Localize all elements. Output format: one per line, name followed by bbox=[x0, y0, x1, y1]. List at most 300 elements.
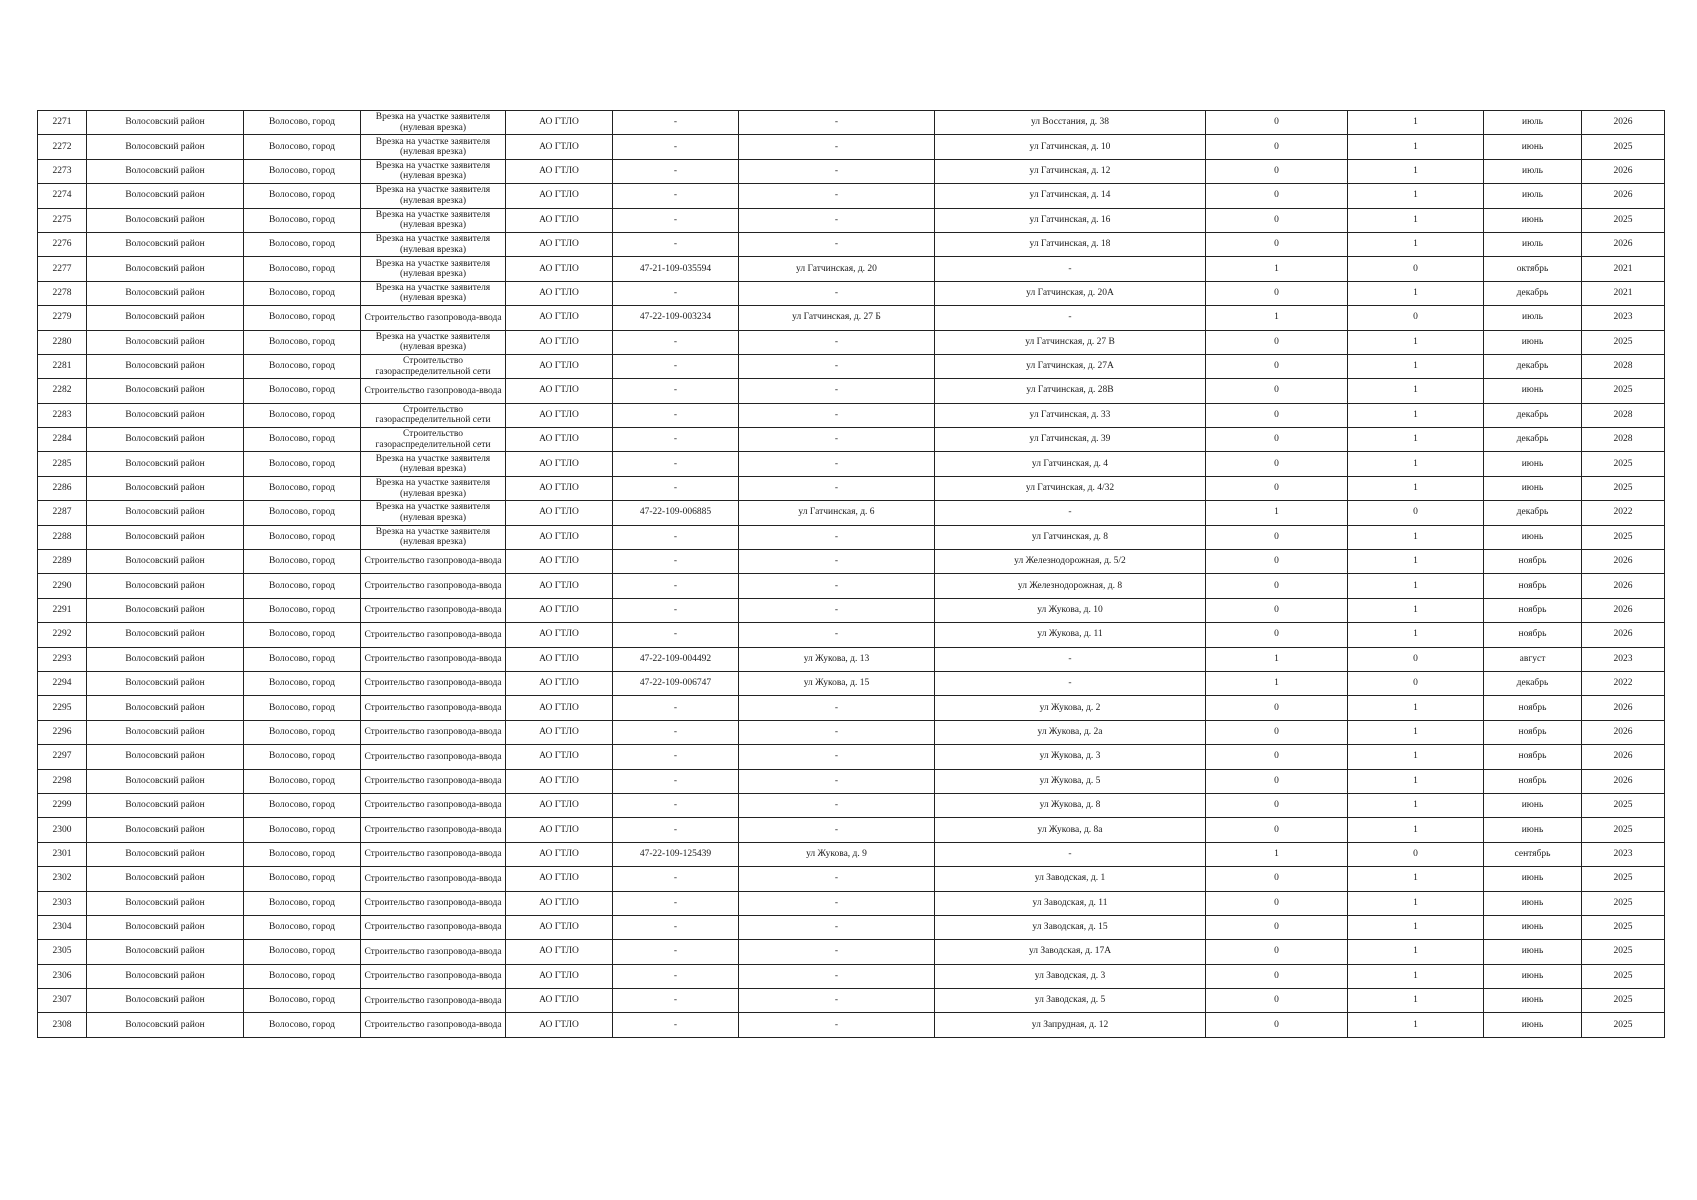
cell-month: июнь bbox=[1484, 964, 1582, 988]
cell-row-number: 2301 bbox=[38, 842, 87, 866]
cell-organization: АО ГТЛО bbox=[506, 135, 613, 159]
cell-year: 2021 bbox=[1582, 281, 1665, 305]
cell-work-type: Строительство газопровода-ввода bbox=[361, 964, 506, 988]
cell-month: ноябрь bbox=[1484, 574, 1582, 598]
cell-month: декабрь bbox=[1484, 671, 1582, 695]
cell-district: Волосовский район bbox=[87, 379, 244, 403]
cell-work-type: Строительство газораспределительной сети bbox=[361, 403, 506, 427]
cell-district: Волосовский район bbox=[87, 476, 244, 500]
cell-count-connected: 0 bbox=[1206, 208, 1348, 232]
cell-district: Волосовский район bbox=[87, 769, 244, 793]
cell-year: 2026 bbox=[1582, 623, 1665, 647]
cell-count-connected: 0 bbox=[1206, 574, 1348, 598]
cell-application-number: - bbox=[613, 940, 739, 964]
cell-work-type: Строительство газопровода-ввода bbox=[361, 379, 506, 403]
cell-address-connected: - bbox=[739, 111, 935, 135]
cell-work-type: Строительство газопровода-ввода bbox=[361, 867, 506, 891]
cell-address-planned: ул Железнодорожная, д. 8 bbox=[935, 574, 1206, 598]
cell-address-planned: ул Жукова, д. 2а bbox=[935, 720, 1206, 744]
cell-organization: АО ГТЛО bbox=[506, 111, 613, 135]
cell-count-connected: 0 bbox=[1206, 745, 1348, 769]
cell-organization: АО ГТЛО bbox=[506, 379, 613, 403]
cell-count-connected: 0 bbox=[1206, 476, 1348, 500]
cell-organization: АО ГТЛО bbox=[506, 647, 613, 671]
cell-year: 2023 bbox=[1582, 647, 1665, 671]
cell-month: июнь bbox=[1484, 208, 1582, 232]
cell-count-connected: 0 bbox=[1206, 428, 1348, 452]
cell-row-number: 2278 bbox=[38, 281, 87, 305]
cell-settlement: Волосово, город bbox=[244, 915, 361, 939]
cell-work-type: Строительство газопровода-ввода bbox=[361, 720, 506, 744]
cell-row-number: 2298 bbox=[38, 769, 87, 793]
cell-year: 2026 bbox=[1582, 184, 1665, 208]
cell-settlement: Волосово, город bbox=[244, 623, 361, 647]
cell-count-connected: 0 bbox=[1206, 354, 1348, 378]
cell-work-type: Врезка на участке заявителя (нулевая врезка) bbox=[361, 184, 506, 208]
cell-settlement: Волосово, город bbox=[244, 379, 361, 403]
cell-address-planned: ул Гатчинская, д. 4/32 bbox=[935, 476, 1206, 500]
cell-settlement: Волосово, город bbox=[244, 671, 361, 695]
cell-settlement: Волосово, город bbox=[244, 208, 361, 232]
cell-count-connected: 0 bbox=[1206, 964, 1348, 988]
cell-year: 2026 bbox=[1582, 598, 1665, 622]
table-row bbox=[38, 891, 1665, 915]
cell-count-planned: 1 bbox=[1348, 159, 1484, 183]
cell-year: 2025 bbox=[1582, 818, 1665, 842]
cell-organization: АО ГТЛО bbox=[506, 550, 613, 574]
cell-address-planned: - bbox=[935, 647, 1206, 671]
cell-row-number: 2286 bbox=[38, 476, 87, 500]
cell-address-planned: ул Гатчинская, д. 28В bbox=[935, 379, 1206, 403]
cell-count-connected: 0 bbox=[1206, 1013, 1348, 1037]
cell-row-number: 2281 bbox=[38, 354, 87, 378]
cell-work-type: Строительство газопровода-ввода bbox=[361, 769, 506, 793]
cell-count-planned: 1 bbox=[1348, 232, 1484, 256]
table-row bbox=[38, 964, 1665, 988]
cell-month: июнь bbox=[1484, 891, 1582, 915]
table-row bbox=[38, 671, 1665, 695]
cell-settlement: Волосово, город bbox=[244, 720, 361, 744]
cell-organization: АО ГТЛО bbox=[506, 501, 613, 525]
cell-row-number: 2273 bbox=[38, 159, 87, 183]
cell-count-planned: 1 bbox=[1348, 891, 1484, 915]
cell-application-number: 47-22-109-004492 bbox=[613, 647, 739, 671]
cell-month: июнь bbox=[1484, 135, 1582, 159]
cell-work-type: Врезка на участке заявителя (нулевая врезка) bbox=[361, 501, 506, 525]
cell-year: 2025 bbox=[1582, 915, 1665, 939]
cell-month: июнь bbox=[1484, 989, 1582, 1013]
cell-address-planned: - bbox=[935, 306, 1206, 330]
cell-address-connected: - bbox=[739, 818, 935, 842]
table-row bbox=[38, 696, 1665, 720]
cell-organization: АО ГТЛО bbox=[506, 793, 613, 817]
cell-row-number: 2280 bbox=[38, 330, 87, 354]
table-row bbox=[38, 111, 1665, 135]
cell-address-connected: - bbox=[739, 525, 935, 549]
cell-address-planned: ул Заводская, д. 15 bbox=[935, 915, 1206, 939]
cell-district: Волосовский район bbox=[87, 574, 244, 598]
cell-district: Волосовский район bbox=[87, 964, 244, 988]
cell-count-planned: 1 bbox=[1348, 452, 1484, 476]
cell-application-number: - bbox=[613, 232, 739, 256]
cell-organization: АО ГТЛО bbox=[506, 184, 613, 208]
cell-count-planned: 1 bbox=[1348, 696, 1484, 720]
table-row bbox=[38, 623, 1665, 647]
cell-address-connected: - bbox=[739, 793, 935, 817]
cell-count-planned: 0 bbox=[1348, 647, 1484, 671]
cell-address-planned: - bbox=[935, 842, 1206, 866]
cell-application-number: - bbox=[613, 989, 739, 1013]
cell-count-planned: 1 bbox=[1348, 428, 1484, 452]
cell-address-connected: - bbox=[739, 623, 935, 647]
cell-count-planned: 1 bbox=[1348, 184, 1484, 208]
cell-row-number: 2271 bbox=[38, 111, 87, 135]
cell-row-number: 2284 bbox=[38, 428, 87, 452]
cell-address-connected: - bbox=[739, 232, 935, 256]
cell-address-connected: - bbox=[739, 476, 935, 500]
cell-settlement: Волосово, город bbox=[244, 769, 361, 793]
cell-settlement: Волосово, город bbox=[244, 452, 361, 476]
cell-address-planned: ул Гатчинская, д. 20А bbox=[935, 281, 1206, 305]
cell-address-planned: - bbox=[935, 501, 1206, 525]
cell-district: Волосовский район bbox=[87, 940, 244, 964]
cell-application-number: - bbox=[613, 208, 739, 232]
cell-district: Волосовский район bbox=[87, 696, 244, 720]
table-row bbox=[38, 574, 1665, 598]
table-row bbox=[38, 452, 1665, 476]
cell-address-connected: - bbox=[739, 403, 935, 427]
cell-row-number: 2277 bbox=[38, 257, 87, 281]
cell-work-type: Строительство газопровода-ввода bbox=[361, 745, 506, 769]
cell-count-planned: 1 bbox=[1348, 867, 1484, 891]
cell-address-planned: ул Заводская, д. 5 bbox=[935, 989, 1206, 1013]
cell-settlement: Волосово, город bbox=[244, 403, 361, 427]
cell-district: Волосовский район bbox=[87, 989, 244, 1013]
cell-district: Волосовский район bbox=[87, 842, 244, 866]
cell-district: Волосовский район bbox=[87, 671, 244, 695]
cell-address-connected: ул Гатчинская, д. 20 bbox=[739, 257, 935, 281]
cell-address-planned: ул Заводская, д. 1 bbox=[935, 867, 1206, 891]
cell-count-planned: 1 bbox=[1348, 989, 1484, 1013]
cell-district: Волосовский район bbox=[87, 915, 244, 939]
cell-count-planned: 1 bbox=[1348, 793, 1484, 817]
cell-address-planned: - bbox=[935, 257, 1206, 281]
cell-settlement: Волосово, город bbox=[244, 574, 361, 598]
cell-district: Волосовский район bbox=[87, 184, 244, 208]
cell-row-number: 2295 bbox=[38, 696, 87, 720]
cell-address-planned: ул Гатчинская, д. 10 bbox=[935, 135, 1206, 159]
cell-address-planned: ул Жукова, д. 10 bbox=[935, 598, 1206, 622]
cell-year: 2026 bbox=[1582, 159, 1665, 183]
cell-organization: АО ГТЛО bbox=[506, 452, 613, 476]
cell-month: июнь bbox=[1484, 525, 1582, 549]
cell-count-connected: 0 bbox=[1206, 159, 1348, 183]
cell-address-planned: ул Гатчинская, д. 14 bbox=[935, 184, 1206, 208]
cell-organization: АО ГТЛО bbox=[506, 330, 613, 354]
cell-address-planned: ул Гатчинская, д. 39 bbox=[935, 428, 1206, 452]
cell-year: 2026 bbox=[1582, 574, 1665, 598]
cell-district: Волосовский район bbox=[87, 550, 244, 574]
cell-month: октябрь bbox=[1484, 257, 1582, 281]
cell-count-connected: 0 bbox=[1206, 452, 1348, 476]
cell-settlement: Волосово, город bbox=[244, 501, 361, 525]
cell-work-type: Строительство газораспределительной сети bbox=[361, 428, 506, 452]
cell-month: декабрь bbox=[1484, 281, 1582, 305]
cell-month: июнь bbox=[1484, 1013, 1582, 1037]
cell-month: ноябрь bbox=[1484, 769, 1582, 793]
table-body bbox=[38, 111, 1665, 1038]
cell-count-connected: 1 bbox=[1206, 501, 1348, 525]
cell-month: июнь bbox=[1484, 330, 1582, 354]
table-row bbox=[38, 550, 1665, 574]
cell-work-type: Врезка на участке заявителя (нулевая врезка) bbox=[361, 476, 506, 500]
cell-work-type: Врезка на участке заявителя (нулевая врезка) bbox=[361, 135, 506, 159]
cell-year: 2025 bbox=[1582, 525, 1665, 549]
table-row bbox=[38, 989, 1665, 1013]
cell-settlement: Волосово, город bbox=[244, 793, 361, 817]
cell-count-connected: 0 bbox=[1206, 330, 1348, 354]
cell-application-number: - bbox=[613, 550, 739, 574]
cell-settlement: Волосово, город bbox=[244, 330, 361, 354]
cell-work-type: Строительство газопровода-ввода bbox=[361, 793, 506, 817]
table-row bbox=[38, 159, 1665, 183]
cell-count-planned: 1 bbox=[1348, 915, 1484, 939]
cell-settlement: Волосово, город bbox=[244, 354, 361, 378]
table-row bbox=[38, 915, 1665, 939]
cell-address-connected: - bbox=[739, 964, 935, 988]
cell-row-number: 2290 bbox=[38, 574, 87, 598]
cell-row-number: 2296 bbox=[38, 720, 87, 744]
cell-district: Волосовский район bbox=[87, 208, 244, 232]
table-row bbox=[38, 476, 1665, 500]
cell-month: ноябрь bbox=[1484, 598, 1582, 622]
cell-year: 2026 bbox=[1582, 232, 1665, 256]
cell-organization: АО ГТЛО bbox=[506, 403, 613, 427]
cell-application-number: - bbox=[613, 964, 739, 988]
table-row bbox=[38, 1013, 1665, 1037]
cell-row-number: 2303 bbox=[38, 891, 87, 915]
cell-application-number: - bbox=[613, 184, 739, 208]
cell-count-connected: 1 bbox=[1206, 647, 1348, 671]
cell-organization: АО ГТЛО bbox=[506, 696, 613, 720]
cell-organization: АО ГТЛО bbox=[506, 745, 613, 769]
cell-address-connected: - bbox=[739, 1013, 935, 1037]
cell-year: 2025 bbox=[1582, 989, 1665, 1013]
cell-count-connected: 1 bbox=[1206, 671, 1348, 695]
cell-year: 2026 bbox=[1582, 720, 1665, 744]
cell-year: 2025 bbox=[1582, 208, 1665, 232]
cell-count-connected: 0 bbox=[1206, 281, 1348, 305]
cell-work-type: Строительство газопровода-ввода bbox=[361, 989, 506, 1013]
cell-work-type: Строительство газопровода-ввода bbox=[361, 598, 506, 622]
cell-address-connected: - bbox=[739, 354, 935, 378]
cell-row-number: 2289 bbox=[38, 550, 87, 574]
cell-district: Волосовский район bbox=[87, 501, 244, 525]
cell-year: 2025 bbox=[1582, 964, 1665, 988]
cell-address-connected: - bbox=[739, 452, 935, 476]
cell-settlement: Волосово, город bbox=[244, 281, 361, 305]
cell-organization: АО ГТЛО bbox=[506, 769, 613, 793]
cell-row-number: 2302 bbox=[38, 867, 87, 891]
cell-address-connected: - bbox=[739, 574, 935, 598]
cell-district: Волосовский район bbox=[87, 598, 244, 622]
cell-organization: АО ГТЛО bbox=[506, 232, 613, 256]
cell-application-number: - bbox=[613, 793, 739, 817]
cell-address-planned: ул Жукова, д. 8а bbox=[935, 818, 1206, 842]
cell-work-type: Строительство газопровода-ввода bbox=[361, 696, 506, 720]
cell-work-type: Врезка на участке заявителя (нулевая врезка) bbox=[361, 208, 506, 232]
cell-organization: АО ГТЛО bbox=[506, 476, 613, 500]
cell-work-type: Строительство газопровода-ввода bbox=[361, 915, 506, 939]
cell-address-planned: ул Гатчинская, д. 27 В bbox=[935, 330, 1206, 354]
cell-application-number: - bbox=[613, 428, 739, 452]
cell-address-planned: ул Гатчинская, д. 27А bbox=[935, 354, 1206, 378]
cell-year: 2026 bbox=[1582, 696, 1665, 720]
cell-application-number: - bbox=[613, 159, 739, 183]
table-row bbox=[38, 135, 1665, 159]
cell-year: 2025 bbox=[1582, 330, 1665, 354]
cell-row-number: 2287 bbox=[38, 501, 87, 525]
cell-row-number: 2304 bbox=[38, 915, 87, 939]
cell-organization: АО ГТЛО bbox=[506, 842, 613, 866]
cell-row-number: 2306 bbox=[38, 964, 87, 988]
cell-application-number: - bbox=[613, 696, 739, 720]
cell-count-connected: 0 bbox=[1206, 623, 1348, 647]
cell-application-number: - bbox=[613, 867, 739, 891]
cell-row-number: 2305 bbox=[38, 940, 87, 964]
cell-row-number: 2299 bbox=[38, 793, 87, 817]
cell-month: июль bbox=[1484, 306, 1582, 330]
cell-district: Волосовский район bbox=[87, 647, 244, 671]
cell-year: 2023 bbox=[1582, 842, 1665, 866]
cell-year: 2025 bbox=[1582, 452, 1665, 476]
cell-application-number: - bbox=[613, 891, 739, 915]
cell-settlement: Волосово, город bbox=[244, 257, 361, 281]
cell-district: Волосовский район bbox=[87, 745, 244, 769]
cell-application-number: - bbox=[613, 330, 739, 354]
cell-settlement: Волосово, город bbox=[244, 598, 361, 622]
cell-settlement: Волосово, город bbox=[244, 476, 361, 500]
cell-organization: АО ГТЛО bbox=[506, 281, 613, 305]
cell-address-planned: ул Жукова, д. 3 bbox=[935, 745, 1206, 769]
cell-address-connected: - bbox=[739, 135, 935, 159]
cell-district: Волосовский район bbox=[87, 330, 244, 354]
cell-settlement: Волосово, город bbox=[244, 696, 361, 720]
cell-row-number: 2282 bbox=[38, 379, 87, 403]
cell-row-number: 2293 bbox=[38, 647, 87, 671]
cell-address-planned: ул Заводская, д. 11 bbox=[935, 891, 1206, 915]
cell-district: Волосовский район bbox=[87, 354, 244, 378]
cell-organization: АО ГТЛО bbox=[506, 159, 613, 183]
cell-year: 2028 bbox=[1582, 403, 1665, 427]
cell-work-type: Строительство газопровода-ввода bbox=[361, 647, 506, 671]
cell-application-number: - bbox=[613, 623, 739, 647]
table-row bbox=[38, 842, 1665, 866]
cell-count-connected: 0 bbox=[1206, 135, 1348, 159]
cell-district: Волосовский район bbox=[87, 452, 244, 476]
cell-address-planned: ул Восстания, д. 38 bbox=[935, 111, 1206, 135]
cell-application-number: - bbox=[613, 476, 739, 500]
cell-year: 2026 bbox=[1582, 550, 1665, 574]
cell-month: июнь bbox=[1484, 867, 1582, 891]
cell-settlement: Волосово, город bbox=[244, 135, 361, 159]
cell-address-connected: ул Гатчинская, д. 27 Б bbox=[739, 306, 935, 330]
cell-address-planned: ул Запрудная, д. 12 bbox=[935, 1013, 1206, 1037]
cell-application-number: - bbox=[613, 111, 739, 135]
cell-count-connected: 0 bbox=[1206, 598, 1348, 622]
cell-count-planned: 1 bbox=[1348, 964, 1484, 988]
table-row bbox=[38, 818, 1665, 842]
cell-address-connected: ул Жукова, д. 13 bbox=[739, 647, 935, 671]
cell-address-connected: ул Жукова, д. 15 bbox=[739, 671, 935, 695]
cell-month: ноябрь bbox=[1484, 623, 1582, 647]
cell-year: 2025 bbox=[1582, 891, 1665, 915]
cell-address-connected: - bbox=[739, 696, 935, 720]
cell-count-planned: 1 bbox=[1348, 111, 1484, 135]
cell-application-number: - bbox=[613, 745, 739, 769]
cell-district: Волосовский район bbox=[87, 428, 244, 452]
cell-work-type: Строительство газопровода-ввода bbox=[361, 550, 506, 574]
cell-organization: АО ГТЛО bbox=[506, 989, 613, 1013]
cell-settlement: Волосово, город bbox=[244, 818, 361, 842]
cell-settlement: Волосово, город bbox=[244, 184, 361, 208]
cell-work-type: Строительство газопровода-ввода bbox=[361, 623, 506, 647]
cell-application-number: - bbox=[613, 1013, 739, 1037]
cell-address-planned: ул Жукова, д. 11 bbox=[935, 623, 1206, 647]
table-row bbox=[38, 281, 1665, 305]
cell-month: ноябрь bbox=[1484, 550, 1582, 574]
cell-address-planned: ул Жукова, д. 2 bbox=[935, 696, 1206, 720]
cell-application-number: - bbox=[613, 769, 739, 793]
cell-organization: АО ГТЛО bbox=[506, 891, 613, 915]
cell-count-planned: 1 bbox=[1348, 208, 1484, 232]
cell-application-number: - bbox=[613, 720, 739, 744]
table-row bbox=[38, 598, 1665, 622]
cell-count-planned: 1 bbox=[1348, 940, 1484, 964]
cell-application-number: - bbox=[613, 354, 739, 378]
cell-year: 2028 bbox=[1582, 354, 1665, 378]
cell-address-connected: ул Жукова, д. 9 bbox=[739, 842, 935, 866]
cell-work-type: Строительство газопровода-ввода bbox=[361, 671, 506, 695]
table-row bbox=[38, 647, 1665, 671]
cell-district: Волосовский район bbox=[87, 623, 244, 647]
cell-count-planned: 1 bbox=[1348, 354, 1484, 378]
cell-address-planned: ул Гатчинская, д. 33 bbox=[935, 403, 1206, 427]
cell-row-number: 2276 bbox=[38, 232, 87, 256]
cell-count-planned: 0 bbox=[1348, 842, 1484, 866]
cell-settlement: Волосово, город bbox=[244, 964, 361, 988]
cell-year: 2022 bbox=[1582, 501, 1665, 525]
cell-district: Волосовский район bbox=[87, 403, 244, 427]
cell-row-number: 2297 bbox=[38, 745, 87, 769]
table-row bbox=[38, 184, 1665, 208]
cell-application-number: 47-21-109-035594 bbox=[613, 257, 739, 281]
cell-row-number: 2275 bbox=[38, 208, 87, 232]
cell-row-number: 2279 bbox=[38, 306, 87, 330]
cell-count-connected: 0 bbox=[1206, 550, 1348, 574]
cell-count-planned: 1 bbox=[1348, 574, 1484, 598]
cell-count-planned: 0 bbox=[1348, 501, 1484, 525]
cell-year: 2021 bbox=[1582, 257, 1665, 281]
cell-address-connected: - bbox=[739, 281, 935, 305]
cell-count-planned: 1 bbox=[1348, 720, 1484, 744]
cell-month: декабрь bbox=[1484, 403, 1582, 427]
cell-application-number: - bbox=[613, 525, 739, 549]
cell-year: 2025 bbox=[1582, 867, 1665, 891]
cell-district: Волосовский район bbox=[87, 159, 244, 183]
cell-year: 2025 bbox=[1582, 940, 1665, 964]
cell-row-number: 2300 bbox=[38, 818, 87, 842]
